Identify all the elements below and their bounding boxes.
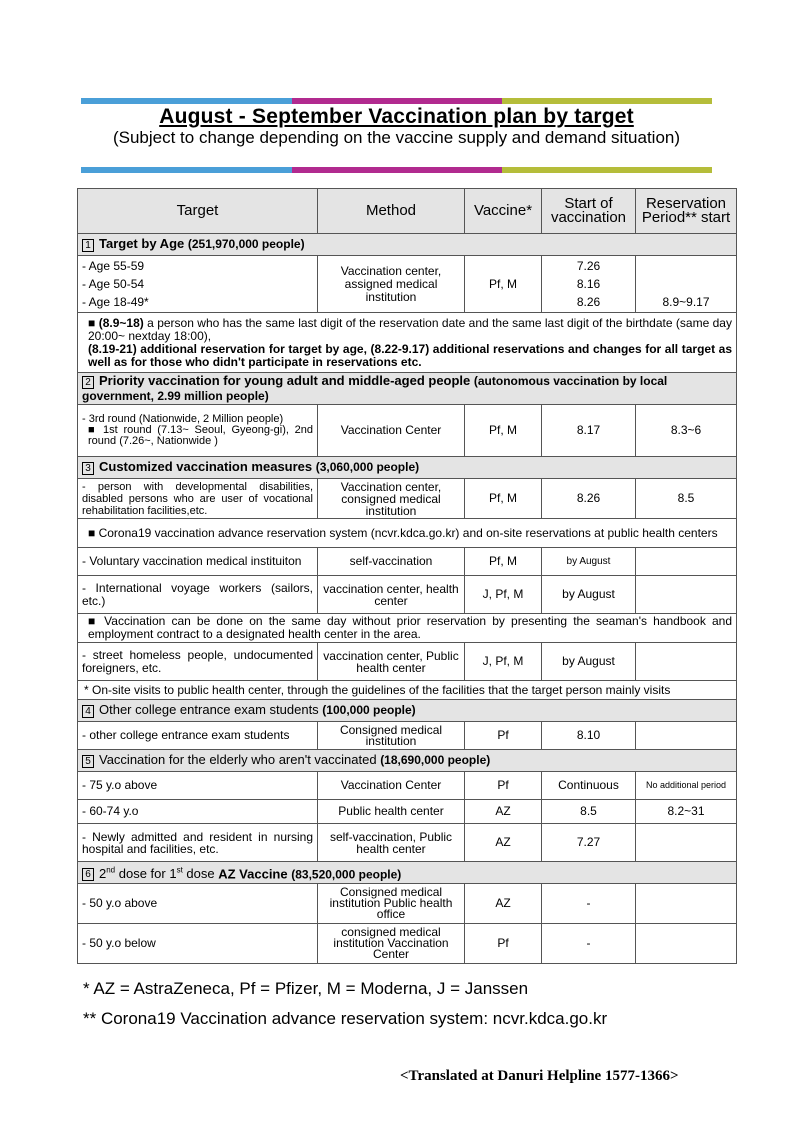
table-row [78,548,737,576]
section-5-header [78,750,737,772]
target-cell: - 50 y.o above [78,884,318,924]
note-cell: ■ Vaccination can be done on the same day without prior reservation by presenting the seaman's handbook and employment contract to a designated health center in the area. [78,614,737,643]
vaccine-cell: Pf [465,722,542,750]
start-cell: - [542,884,636,924]
section-title: Customized vaccination measures [99,459,316,475]
target-item: - 3rd round (Nationwide, 2 Million people) [82,413,284,425]
note-bold: (8.9~18) [98,315,144,330]
vaccine-cell: Pf, M [465,548,542,576]
start-cell: 8.10 [542,722,636,750]
section-title: Vaccination for the elderly who aren't vaccinated [99,752,381,768]
vaccine-cell: Pf [465,772,542,800]
start-cell [542,256,636,313]
vaccine-cell: AZ [465,884,542,924]
target-item: - Age 18-49* [82,295,149,309]
col-reservation: Reservation Period** start [636,189,737,234]
col-target: Target [78,189,318,234]
target-cell: - 50 y.o below [78,924,318,964]
start-cell: by August [542,576,636,614]
section-number: 3 [82,462,94,475]
method-cell: vaccination center, health center [318,576,465,614]
target-cell [78,405,318,457]
section-number: 1 [82,239,94,252]
table-row [78,643,737,681]
reservation-cell: No additional period [636,772,737,800]
vaccine-cell: J, Pf, M [465,643,542,681]
vaccine-cell: Pf [465,924,542,964]
section-count: (18,690,000 people) [380,753,491,768]
target-item: - Age 55-59 [82,259,145,273]
table-row [78,256,737,313]
method-cell: self-vaccination, Public health center [318,824,465,862]
col-start: Start of vaccination [542,189,636,234]
target-cell: - Voluntary vaccination medical instituiton [78,548,318,576]
target-item: - Age 50-54 [82,277,145,291]
reservation-cell [636,884,737,924]
start-cell: - [542,924,636,964]
reservation-cell [636,643,737,681]
note-text: a person who has the same last digit of the reservation date and the same last digit of the birthdate (same day 20:00~ nextday 18:00), [88,315,732,343]
top-color-bar [81,98,712,104]
method-cell: vaccination center, Public health center [318,643,465,681]
method-cell: Vaccination center, consigned medical institution [318,479,465,519]
start-item: 7.26 [576,259,601,273]
reservation-cell [636,548,737,576]
section-count: (autonomous vaccination by local government, 2.99 million people) [82,374,668,403]
section-title-bold: AZ Vaccine [218,866,292,882]
method-cell: Vaccination center, assigned medical institution [318,256,465,313]
target-cell: - International voyage workers (sailors, etc.) [78,576,318,614]
start-item: 8.26 [576,295,601,309]
vaccination-plan-table [77,188,737,964]
section-1-header [78,234,737,256]
section-number: 2 [82,376,94,389]
target-cell: - 60-74 y.o [78,800,318,824]
start-cell: by August [542,548,636,576]
table-row [78,924,737,964]
section-count: (83,520,000 people) [291,867,402,882]
table-row [78,479,737,519]
reservation-cell: 8.9~9.17 [636,256,737,313]
method-cell: self-vaccination [318,548,465,576]
start-cell: 8.26 [542,479,636,519]
note-cell: * On-site visits to public health center, through the guidelines of the facilities that the target person mainly visits [78,681,737,700]
section-count: (100,000 people) [322,703,416,718]
vaccine-cell: Pf, M [465,479,542,519]
table-row [78,800,737,824]
reservation-cell: 8.5 [636,479,737,519]
target-cell: - 75 y.o above [78,772,318,800]
section-4-header [78,700,737,722]
title-main: August - September Vaccination plan by target [159,105,634,128]
reservation-cell: 8.3~6 [636,405,737,457]
table-row [78,884,737,924]
section-count: (251,970,000 people) [187,237,305,252]
section-title: Priority vaccination for young adult and middle-aged people [99,373,474,389]
vaccine-cell: AZ [465,800,542,824]
vaccine-cell: J, Pf, M [465,576,542,614]
table-row [78,405,737,457]
note-row [78,614,737,643]
table-row [78,722,737,750]
page-title [81,106,712,145]
col-vaccine: Vaccine* [465,189,542,234]
note-cell: ■ Corona19 vaccination advance reservation system (ncvr.kdca.go.kr) and on-site reservations at public health centers [78,519,737,548]
section-6-header [78,862,737,884]
method-cell: consigned medical institution Vaccination Center [318,924,465,964]
table-row [78,824,737,862]
reservation-cell [636,824,737,862]
section-number: 5 [82,755,94,768]
section-3-header [78,457,737,479]
footnote-vaccines: * AZ = AstraZeneca, Pf = Pfizer, M = Moderna, J = Janssen [83,979,529,998]
method-cell: Public health center [318,800,465,824]
section-title: 2nd dose for 1st dose [99,865,219,882]
section-number: 4 [82,705,94,718]
section-title: Target by Age [99,236,188,252]
target-cell: - street homeless people, undocumented foreigners, etc. [78,643,318,681]
note-row [78,519,737,548]
title-subtitle: (Subject to change depending on the vaccine supply and demand situation) [112,128,681,147]
target-cell: - Newly admitted and resident in nursing hospital and facilities, etc. [78,824,318,862]
reservation-cell [636,924,737,964]
start-item: 8.16 [576,277,601,291]
vaccine-cell: Pf, M [465,405,542,457]
section-title: Other college entrance exam students [99,702,323,718]
footnote-reservation: ** Corona19 Vaccination advance reservation system: ncvr.kdca.go.kr [83,1009,608,1028]
reservation-cell [636,722,737,750]
table-row [78,772,737,800]
target-subitem: ■ 1st round (7.13~ Seoul, Gyeong-gi), 2nd round (7.26~, Nationwide ) [88,424,313,447]
targets-cell [78,256,318,313]
method-cell: Vaccination Center [318,405,465,457]
method-cell: Consigned medical institution [318,722,465,750]
translation-credit: <Translated at Danuri Helpline 1577-1366> [400,1068,679,1084]
target-cell: - other college entrance exam students [78,722,318,750]
reservation-cell: 8.2~31 [636,800,737,824]
vaccine-cell: Pf, M [465,256,542,313]
section-count: (3,060,000 people) [315,460,420,475]
method-cell: Consigned medical institution Public health office [318,884,465,924]
note-row [78,313,737,373]
reservation-cell [636,576,737,614]
start-cell: 7.27 [542,824,636,862]
note-bold: (8.19-21) additional reservation for target by age, (8.22-9.17) additional reservations and changes for all target as well as for those who didn't participate in reservations etc. [88,341,732,369]
table-header-row [78,189,737,234]
note-cell: ■ (8.9~18) a person who has the same last digit of the reservation date and the same last digit of the birthdate (same day 20:00~ nextday 18:00), (8.19-21) additional reservation for target by age, (8.22-9.17) additional reservations and changes for all target as well as for those who didn't participate in reservations etc. [78,313,737,373]
note-row [78,681,737,700]
section-number: 6 [82,868,94,881]
start-cell: Continuous [542,772,636,800]
start-cell: 8.17 [542,405,636,457]
table-row [78,576,737,614]
vaccine-cell: AZ [465,824,542,862]
start-cell: by August [542,643,636,681]
target-cell: - person with developmental disabilities, disabled persons who are user of vocational rehabilitation facilities,etc. [78,479,318,519]
start-cell: 8.5 [542,800,636,824]
col-method: Method [318,189,465,234]
method-cell: Vaccination Center [318,772,465,800]
bottom-color-bar [81,167,712,173]
section-2-header [78,373,737,405]
